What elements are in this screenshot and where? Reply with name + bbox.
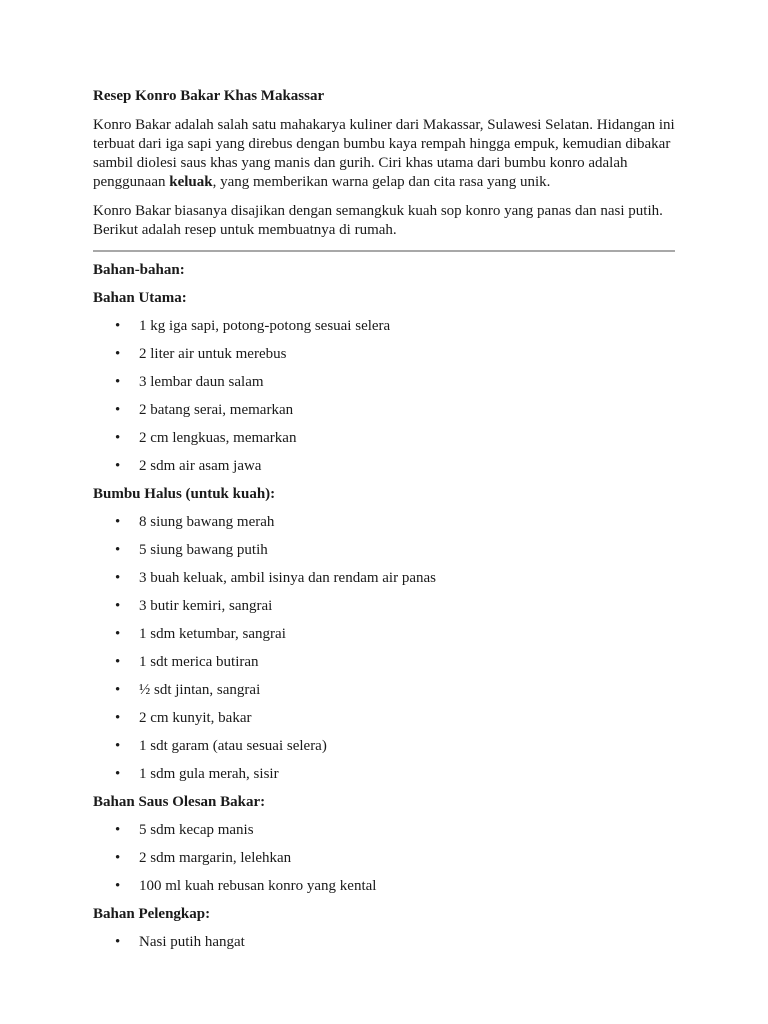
intro-text-end: , yang memberikan warna gelap dan cita rasa yang unik. bbox=[212, 174, 551, 190]
bullet-icon: • bbox=[115, 654, 121, 670]
bullet-icon: • bbox=[115, 570, 121, 586]
list-bumbu-halus bbox=[93, 513, 675, 784]
list-item: • Nasi putih hangat bbox=[115, 934, 245, 950]
list-item: • 1 sdm gula merah, sisir bbox=[115, 766, 279, 782]
bullet-icon: • bbox=[115, 626, 121, 642]
list-item: • 1 kg iga sapi, potong-potong sesuai selera bbox=[115, 318, 391, 334]
bullet-icon: • bbox=[115, 430, 121, 446]
list-item: • 2 cm lengkuas, memarkan bbox=[115, 430, 297, 446]
list-item: • ½ sdt jintan, sangrai bbox=[115, 682, 261, 698]
list-item: • 2 liter air untuk merebus bbox=[115, 346, 287, 362]
bullet-icon: • bbox=[115, 514, 121, 530]
bullet-icon: • bbox=[115, 710, 121, 726]
list-item: • 3 buah keluak, ambil isinya dan rendam air panas bbox=[115, 570, 436, 586]
bullet-icon: • bbox=[115, 542, 121, 558]
bullet-icon: • bbox=[115, 598, 121, 614]
intro-bold-keluak: keluak bbox=[169, 174, 213, 190]
list-saus-olesan bbox=[93, 821, 675, 896]
list-item: • 2 cm kunyit, bakar bbox=[115, 710, 252, 726]
list-item: • 2 sdm margarin, lelehkan bbox=[115, 850, 292, 866]
list-item: • 3 lembar daun salam bbox=[115, 374, 264, 390]
list-item: • 1 sdt garam (atau sesuai selera) bbox=[115, 738, 327, 754]
bullet-icon: • bbox=[115, 934, 121, 950]
bullet-icon: • bbox=[115, 402, 121, 418]
list-item: • 3 butir kemiri, sangrai bbox=[115, 598, 273, 614]
bullet-icon: • bbox=[115, 318, 121, 334]
section-heading-bumbu-halus: Bumbu Halus (untuk kuah): bbox=[93, 486, 276, 502]
bullet-icon: • bbox=[115, 850, 121, 866]
intro-text-start: Konro Bakar adalah salah satu mahakarya kuliner dari Makassar, Sulawesi Selatan. Hidangan ini terbuat dari iga sapi yang direbus dengan bumbu kaya rempah hingga empuk, kemudian dibakar sambil diolesi saus khas yang manis dan gurih. Ciri khas utama dari bumbu konro adalah penggunaan bbox=[93, 117, 675, 190]
horizontal-divider bbox=[93, 250, 675, 252]
document-title: Resep Konro Bakar Khas Makassar bbox=[93, 88, 325, 104]
bullet-icon: • bbox=[115, 374, 121, 390]
bullet-icon: • bbox=[115, 822, 121, 838]
list-item: • 1 sdm ketumbar, sangrai bbox=[115, 626, 286, 642]
list-item: • 2 batang serai, memarkan bbox=[115, 402, 294, 418]
list-item: • 2 sdm air asam jawa bbox=[115, 458, 262, 474]
list-bahan-utama bbox=[93, 317, 675, 476]
list-item: • 8 siung bawang merah bbox=[115, 514, 275, 530]
document-page bbox=[93, 87, 675, 961]
bullet-icon: • bbox=[115, 682, 121, 698]
bullet-icon: • bbox=[115, 766, 121, 782]
list-item: • 5 sdm kecap manis bbox=[115, 822, 254, 838]
intro-paragraph-1 bbox=[93, 116, 675, 192]
list-item: • 1 sdt merica butiran bbox=[115, 654, 259, 670]
section-heading-pelengkap: Bahan Pelengkap: bbox=[93, 906, 211, 922]
bullet-icon: • bbox=[115, 878, 121, 894]
bullet-icon: • bbox=[115, 738, 121, 754]
section-heading-bahan-utama: Bahan Utama: bbox=[93, 290, 187, 306]
list-pelengkap bbox=[93, 933, 675, 952]
list-item: • 5 siung bawang putih bbox=[115, 542, 268, 558]
bullet-icon: • bbox=[115, 458, 121, 474]
section-heading-saus-olesan: Bahan Saus Olesan Bakar: bbox=[93, 794, 266, 810]
bullet-icon: • bbox=[115, 346, 121, 362]
list-item: • 100 ml kuah rebusan konro yang kental bbox=[115, 878, 377, 894]
intro-paragraph-2: Konro Bakar biasanya disajikan dengan semangkuk kuah sop konro yang panas dan nasi putih. Berikut adalah resep untuk membuatnya di rumah. bbox=[93, 203, 663, 238]
ingredients-heading: Bahan-bahan: bbox=[93, 262, 185, 278]
